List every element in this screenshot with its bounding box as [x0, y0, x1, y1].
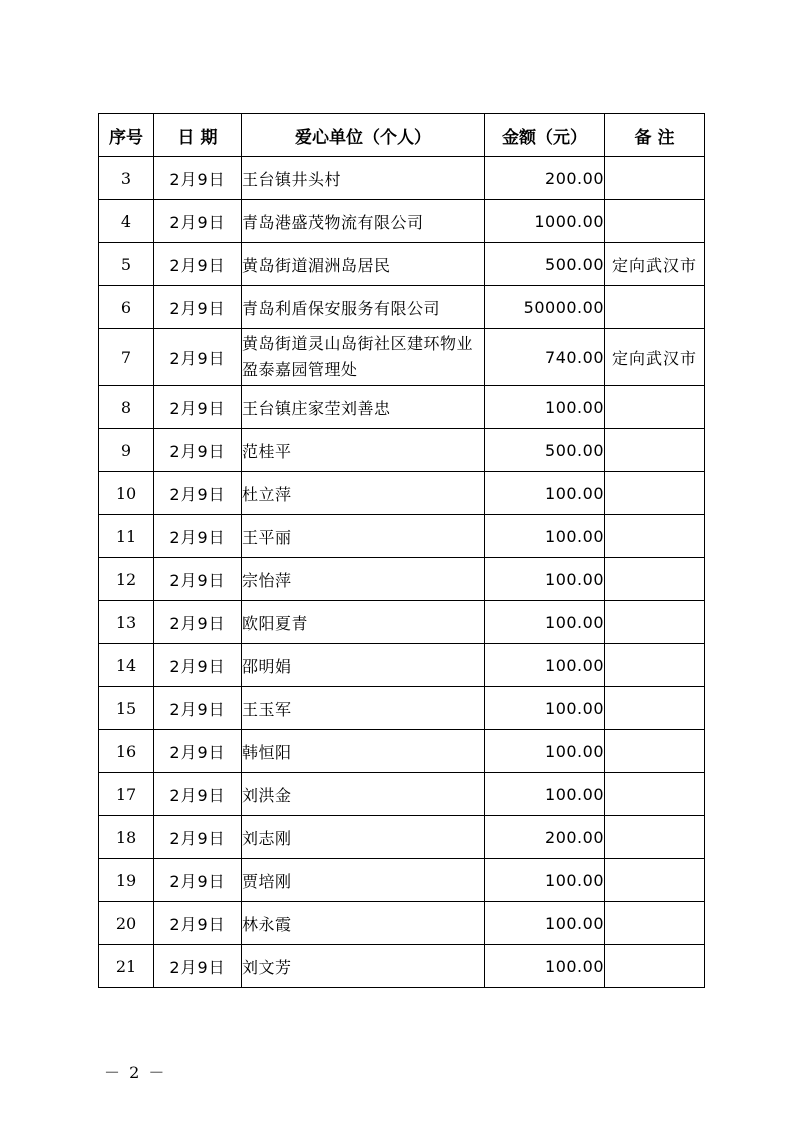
date-cell: 2月9日 [154, 386, 242, 429]
serial-cell: 17 [99, 773, 154, 816]
header-donor: 爱心单位（个人） [242, 114, 485, 157]
table-row [99, 902, 705, 945]
amount-cell: 50000.00 [485, 286, 605, 329]
note-cell: 定向武汉市 [605, 243, 705, 286]
serial-cell: 18 [99, 816, 154, 859]
table-row [99, 859, 705, 902]
table-row [99, 558, 705, 601]
note-cell [605, 902, 705, 945]
donor-cell: 欧阳夏青 [242, 601, 485, 644]
note-cell [605, 515, 705, 558]
donor-cell: 刘洪金 [242, 773, 485, 816]
table-row [99, 200, 705, 243]
amount-cell: 100.00 [485, 558, 605, 601]
table-row [99, 945, 705, 988]
serial-cell: 20 [99, 902, 154, 945]
serial-cell: 11 [99, 515, 154, 558]
serial-cell: 21 [99, 945, 154, 988]
note-cell [605, 859, 705, 902]
note-cell [605, 200, 705, 243]
donor-cell: 范桂平 [242, 429, 485, 472]
note-cell [605, 644, 705, 687]
note-cell [605, 601, 705, 644]
date-cell: 2月9日 [154, 945, 242, 988]
note-cell [605, 687, 705, 730]
page-number: － 2 － [104, 1063, 167, 1082]
serial-cell: 15 [99, 687, 154, 730]
date-cell: 2月9日 [154, 644, 242, 687]
date-cell: 2月9日 [154, 472, 242, 515]
note-cell [605, 945, 705, 988]
amount-cell: 100.00 [485, 730, 605, 773]
note-cell [605, 558, 705, 601]
table-row [99, 243, 705, 286]
amount-cell: 100.00 [485, 515, 605, 558]
serial-cell: 19 [99, 859, 154, 902]
note-cell [605, 286, 705, 329]
donor-cell: 林永霞 [242, 902, 485, 945]
serial-cell: 8 [99, 386, 154, 429]
date-cell: 2月9日 [154, 687, 242, 730]
serial-cell: 9 [99, 429, 154, 472]
note-cell [605, 157, 705, 200]
table-row [99, 515, 705, 558]
serial-cell: 7 [99, 329, 154, 386]
donor-cell: 黄岛街道湄洲岛居民 [242, 243, 485, 286]
amount-cell: 100.00 [485, 644, 605, 687]
amount-cell: 100.00 [485, 687, 605, 730]
header-serial: 序号 [99, 114, 154, 157]
note-cell [605, 730, 705, 773]
note-cell [605, 816, 705, 859]
date-cell: 2月9日 [154, 515, 242, 558]
date-cell: 2月9日 [154, 730, 242, 773]
date-cell: 2月9日 [154, 200, 242, 243]
date-cell: 2月9日 [154, 157, 242, 200]
amount-cell: 200.00 [485, 816, 605, 859]
table-header-row [99, 114, 705, 157]
donor-cell: 青岛利盾保安服务有限公司 [242, 286, 485, 329]
donor-cell: 韩恒阳 [242, 730, 485, 773]
note-cell [605, 773, 705, 816]
header-note: 备 注 [605, 114, 705, 157]
table-row [99, 687, 705, 730]
donor-cell: 杜立萍 [242, 472, 485, 515]
table-row [99, 816, 705, 859]
amount-cell: 100.00 [485, 773, 605, 816]
donation-table [98, 113, 705, 988]
table-row [99, 644, 705, 687]
note-cell [605, 386, 705, 429]
donor-cell: 王台镇庄家茔刘善忠 [242, 386, 485, 429]
donor-cell: 青岛港盛茂物流有限公司 [242, 200, 485, 243]
amount-cell: 100.00 [485, 945, 605, 988]
table-row [99, 472, 705, 515]
donor-cell: 王平丽 [242, 515, 485, 558]
table-row [99, 286, 705, 329]
date-cell: 2月9日 [154, 286, 242, 329]
date-cell: 2月9日 [154, 558, 242, 601]
serial-cell: 3 [99, 157, 154, 200]
header-amount: 金额（元） [485, 114, 605, 157]
date-cell: 2月9日 [154, 859, 242, 902]
donor-cell: 宗怡萍 [242, 558, 485, 601]
table-row [99, 773, 705, 816]
donor-cell: 刘文芳 [242, 945, 485, 988]
amount-cell: 100.00 [485, 386, 605, 429]
table-row [99, 601, 705, 644]
amount-cell: 500.00 [485, 243, 605, 286]
serial-cell: 5 [99, 243, 154, 286]
table-row [99, 157, 705, 200]
table-row [99, 730, 705, 773]
note-cell [605, 472, 705, 515]
donor-cell: 刘志刚 [242, 816, 485, 859]
donor-cell: 王玉军 [242, 687, 485, 730]
date-cell: 2月9日 [154, 902, 242, 945]
table-row [99, 329, 705, 386]
amount-cell: 100.00 [485, 859, 605, 902]
donor-cell: 邵明娟 [242, 644, 485, 687]
donor-cell: 贾培刚 [242, 859, 485, 902]
amount-cell: 100.00 [485, 601, 605, 644]
table-row [99, 429, 705, 472]
amount-cell: 100.00 [485, 902, 605, 945]
header-date: 日 期 [154, 114, 242, 157]
donor-cell: 黄岛街道灵山岛街社区建环物业盈泰嘉园管理处 [242, 329, 485, 386]
amount-cell: 200.00 [485, 157, 605, 200]
serial-cell: 10 [99, 472, 154, 515]
table-row [99, 386, 705, 429]
note-cell [605, 429, 705, 472]
date-cell: 2月9日 [154, 329, 242, 386]
donor-cell: 王台镇井头村 [242, 157, 485, 200]
amount-cell: 100.00 [485, 472, 605, 515]
date-cell: 2月9日 [154, 816, 242, 859]
serial-cell: 12 [99, 558, 154, 601]
note-cell: 定向武汉市 [605, 329, 705, 386]
amount-cell: 1000.00 [485, 200, 605, 243]
date-cell: 2月9日 [154, 773, 242, 816]
table-body [99, 157, 705, 988]
amount-cell: 500.00 [485, 429, 605, 472]
date-cell: 2月9日 [154, 429, 242, 472]
serial-cell: 14 [99, 644, 154, 687]
serial-cell: 16 [99, 730, 154, 773]
serial-cell: 13 [99, 601, 154, 644]
date-cell: 2月9日 [154, 601, 242, 644]
amount-cell: 740.00 [485, 329, 605, 386]
date-cell: 2月9日 [154, 243, 242, 286]
serial-cell: 4 [99, 200, 154, 243]
serial-cell: 6 [99, 286, 154, 329]
